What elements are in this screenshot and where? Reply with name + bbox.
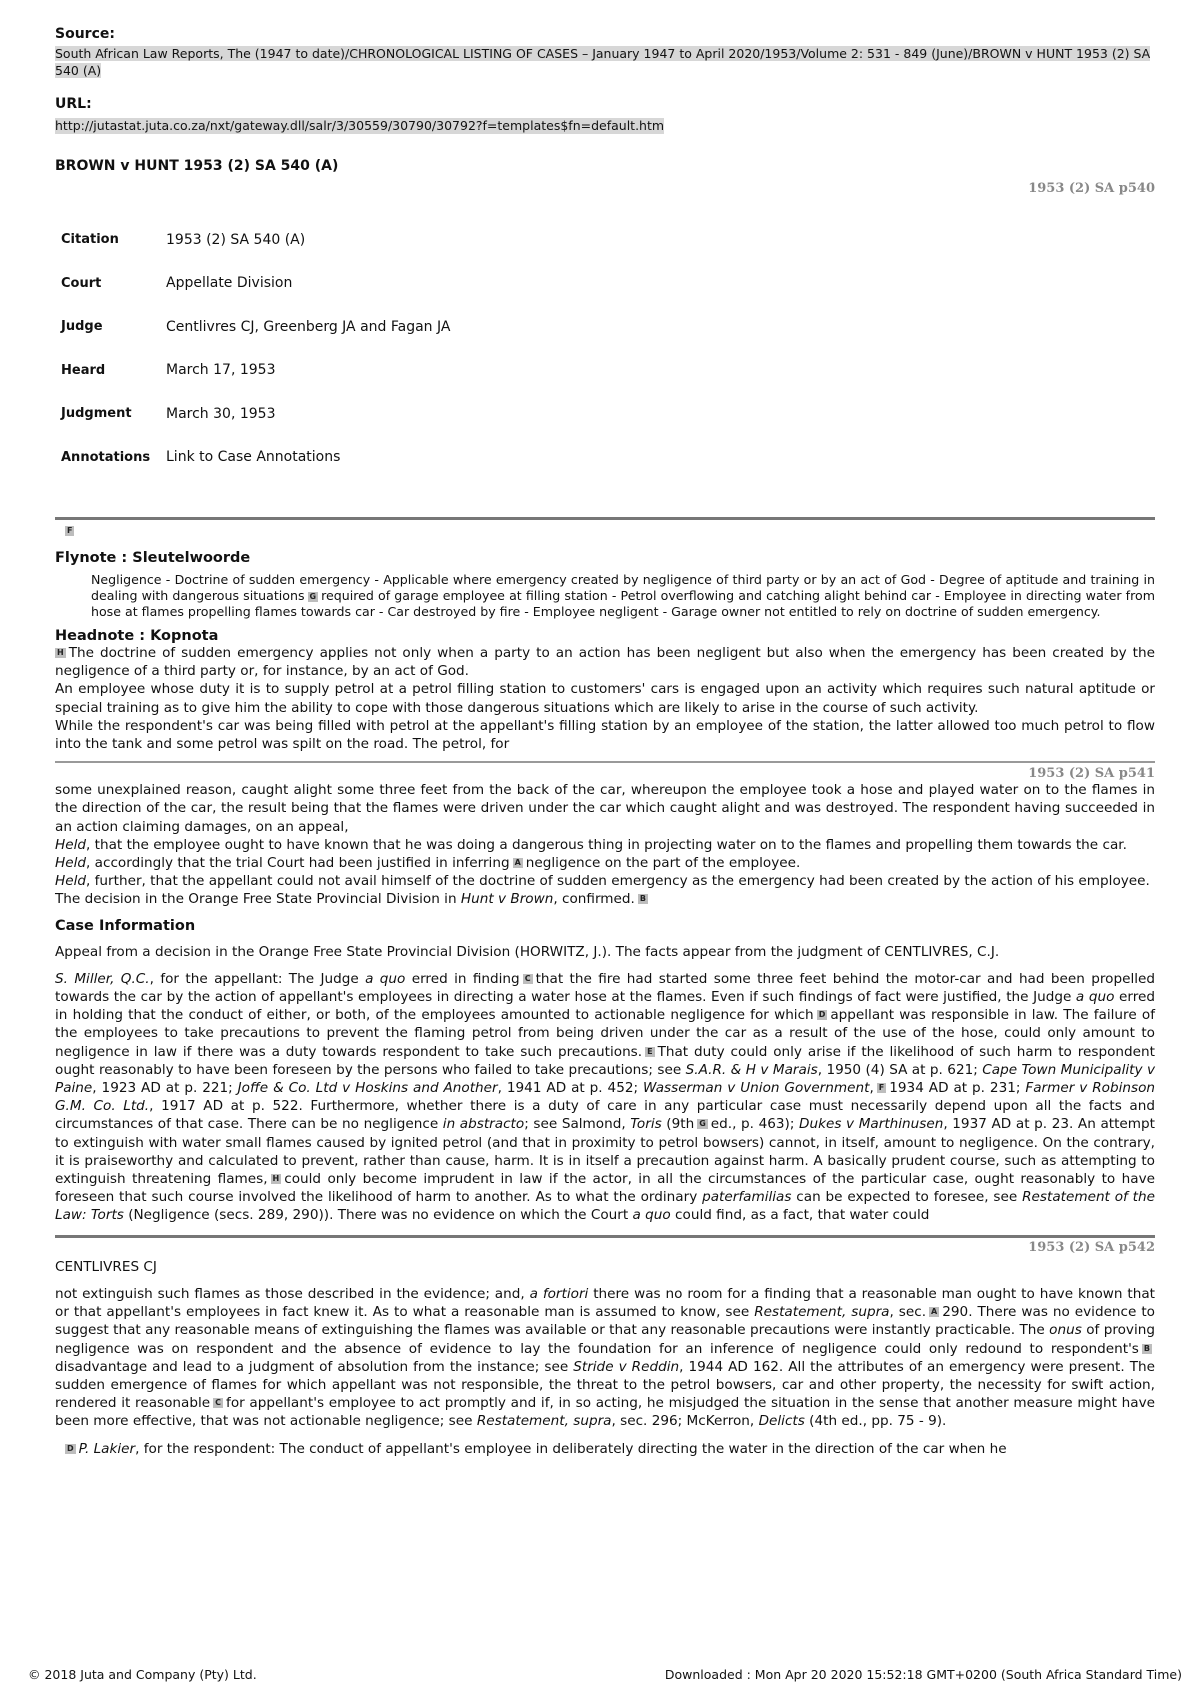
margin-marker-h: H xyxy=(272,1174,280,1184)
meta-key: Heard xyxy=(61,362,106,378)
meta-key: Court xyxy=(61,275,102,291)
case-name: S.A.R. & H v Marais xyxy=(685,1061,818,1078)
meta-value: Appellate Division xyxy=(166,275,293,292)
text-run: could only become imprudent in law if the actor, in all the circumstances of the particular case, ought reasonably to have foreseen that such course involved the likelihood of harm to another. As to what the ordinary xyxy=(55,1171,1155,1206)
text-run: erred in finding xyxy=(405,970,520,987)
case-name: Farmer v Robinson G.M. Co. Ltd. xyxy=(55,1080,1155,1115)
meta-row-annotations xyxy=(61,436,450,480)
annotations-link[interactable]: Link to Case Annotations xyxy=(166,449,341,466)
book-title: Toris xyxy=(630,1116,662,1133)
latin-term: a fortiori xyxy=(529,1285,589,1302)
headnote-paragraph: negligence on the part of the employee. xyxy=(525,855,801,872)
meta-row-citation xyxy=(61,218,450,262)
headnote-paragraph: , that the employee ought to have known that he was doing a dangerous thing in projecting water on to the flames and propelling them towards the car. xyxy=(86,836,1127,853)
meta-key: Annotations xyxy=(61,449,151,465)
case-title: BROWN v HUNT 1953 (2) SA 540 (A) xyxy=(55,158,339,174)
held-label: Held xyxy=(55,855,86,872)
source-text: South African Law Reports, The (1947 to date)/CHRONOLOGICAL LISTING OF CASES – January 1947 to April 2020/1953/Volume 2: 531 - 849 (June)/BROWN v HUNT 1953 (2) SA 540 (A) xyxy=(55,46,1151,78)
case-name: Dukes v Marthinusen xyxy=(799,1116,944,1133)
judgment-text xyxy=(55,1285,1155,1431)
text-run: That duty could only arise if the likelihood of such harm to respondent ought reasonably to have been foreseen by the persons who failed to take precautions; see xyxy=(55,1043,1155,1078)
text-run: could find, as a fact, that water could xyxy=(670,1207,930,1224)
text-run: 1934 AD at p. 231; xyxy=(889,1080,1026,1097)
latin-term: onus xyxy=(1049,1322,1082,1339)
counsel-name: S. Miller, Q.C. xyxy=(55,970,150,987)
meta-row-judge xyxy=(61,305,450,349)
case-name: Cape Town Municipality v Paine xyxy=(55,1061,1155,1097)
text-run: that the fire had started some three feet behind the motor-car and had been propelled towards the car by the action of appellant's employees in directing a water hose at the flames. Even if such findings of fact were justified, the Judge xyxy=(55,970,1156,1006)
margin-marker-b: B xyxy=(1143,1343,1150,1353)
meta-value: March 17, 1953 xyxy=(166,362,276,379)
headnote-paragraph: The decision in the Orange Free State Provincial Division in xyxy=(55,891,457,908)
text-run: , 1923 AD at p. 221; xyxy=(92,1080,238,1097)
meta-key: Judge xyxy=(61,319,103,335)
source-label: Source: xyxy=(55,26,115,42)
document-page xyxy=(55,26,1155,1458)
headnote-paragraph: The doctrine of sudden emergency applies not only when a party to an action has been negligent but also when the emergency has been created by the negligence of a third party or, for instance, by an act of God. xyxy=(55,645,1155,680)
meta-value: 1953 (2) SA 540 (A) xyxy=(166,231,306,248)
text-run: (Negligence (secs. 289, 290)). There was no evidence on which the Court xyxy=(123,1207,633,1224)
case-name: Hunt v Brown xyxy=(460,891,554,908)
counsel-name: P. Lakier xyxy=(78,1440,136,1457)
text-run: , sec. 296; McKerron, xyxy=(611,1413,759,1430)
meta-row-heard xyxy=(61,349,450,393)
page-divider xyxy=(55,761,1155,763)
respondent-argument xyxy=(55,1440,1155,1458)
headnote-paragraph: An employee whose duty it is to supply petrol at a petrol filling station to customers' cars is engaged upon an activity which requires such natural aptitude or special training as to give him the ability to cope with those dangerous situations which are likely to arise in the course of such activity. xyxy=(55,681,1155,716)
margin-marker-c: C xyxy=(524,973,531,983)
meta-value: Centlivres CJ, Greenberg JA and Fagan JA xyxy=(166,318,451,335)
headnote-paragraph: , further, that the appellant could not avail himself of the doctrine of sudden emergency as the emergency had been created by the action of his employee. xyxy=(86,873,1150,890)
flynote-part: required of garage employee at filling station - Petrol overflowing and catching alight behind car - Employee in directing water from hose at flames propelling flames towards car - Car destroyed by fire - Employee negligent - Garage owner not entitled to rely on doctrine of sudden emergency. xyxy=(91,588,1155,619)
case-name: Stride v Reddin xyxy=(573,1358,680,1375)
headnote-text-1 xyxy=(55,644,1155,753)
margin-marker-a: A xyxy=(931,1307,938,1317)
text-run: can be expected to foresee, see xyxy=(791,1189,1023,1206)
book-title: Restatement, supra xyxy=(754,1304,890,1321)
case-info-intro: Appeal from a decision in the Orange Free State Provincial Division (HORWITZ, J.). The facts appear from the judgment of CENTLIVRES, C.J. xyxy=(55,943,1000,960)
latin-term: a quo xyxy=(365,970,406,987)
margin-marker-g: G xyxy=(699,1119,706,1129)
section-divider xyxy=(55,517,1155,520)
margin-marker-g: G xyxy=(309,591,317,601)
margin-marker-d: D xyxy=(67,1443,74,1453)
case-name: Wasserman v Union Government xyxy=(643,1080,870,1097)
headnote-heading: Headnote : Kopnota xyxy=(55,628,219,644)
headnote-paragraph: , accordingly that the trial Court had been justified in inferring xyxy=(86,855,510,872)
footer-downloaded: Downloaded : Mon Apr 20 2020 15:52:18 GMT+0200 (South Africa Standard Time) xyxy=(664,1667,1182,1682)
text-run: there was no room for a finding that a reasonable man ought to have known that or that appellant's employees in fact knew it. As to what a reasonable man is assumed to know, see xyxy=(55,1285,1156,1321)
margin-marker-a: A xyxy=(514,858,521,868)
flynote-text xyxy=(91,572,1155,620)
page-ref-542: 1953 (2) SA p542 xyxy=(1028,1239,1155,1255)
case-name: Joffe & Co. Ltd v Hoskins and Another xyxy=(237,1080,498,1097)
text-run: , 1941 AD at p. 452; xyxy=(497,1080,643,1097)
headnote-paragraph: , confirmed. xyxy=(553,891,635,908)
held-label: Held xyxy=(55,836,86,853)
meta-row-court xyxy=(61,262,450,306)
text-run: ; see Salmond, xyxy=(524,1116,631,1133)
page-divider xyxy=(55,1235,1155,1238)
meta-value: March 30, 1953 xyxy=(166,405,276,422)
text-run: , 1944 AD 162. All the attributes of an emergency were present. The sudden emergence of flames for which appellant was not responsible, the threat to the petrol bowsers, car and other property, the necessity for swift action, rendered it reasonable xyxy=(55,1358,1156,1412)
held-label: Held xyxy=(55,873,86,890)
text-run: , for the respondent: The conduct of appellant's employee in deliberately directing the water in the direction of the car when he xyxy=(135,1440,1007,1457)
text-run: , 1950 (4) SA at p. 621; xyxy=(817,1061,983,1078)
latin-term: in abstracto xyxy=(442,1116,525,1133)
url-label: URL: xyxy=(55,96,92,112)
text-run: for appellant's employee to act promptly and if, in so acting, he misjudged the situation in the sense that another measure might have been more effective, that was not actionable negligence; see xyxy=(55,1395,1155,1430)
flynote-heading: Flynote : Sleutelwoorde xyxy=(55,550,251,566)
latin-term: a quo xyxy=(632,1207,671,1224)
page-ref-541: 1953 (2) SA p541 xyxy=(1028,766,1155,782)
margin-marker-d: D xyxy=(818,1010,826,1020)
book-title: Restatement, supra xyxy=(476,1413,612,1430)
meta-key: Citation xyxy=(61,232,119,248)
headnote-text-2 xyxy=(55,781,1155,908)
meta-key: Judgment xyxy=(61,406,132,422)
text-run: , 1937 AD at p. 23. An attempt to extinguish with water small flames caused by ignited petrol (and that in proximity to petrol bowsers) cannot, in itself, amount to negligence. On the contrary, it is praiseworthy and calculated to prevent, rather than cause, harm. It is in itself a precaution against harm. A basically prudent course, such as attempting to extinguish threatening flames, xyxy=(55,1116,1155,1188)
text-run: , sec. xyxy=(889,1304,927,1321)
text-run: appellant was responsible in law. The failure of the employees to take precautions to prevent the flaming petrol from being driven under the car as a result of the use of the hose, could only amount to negligence in law if there was a duty towards respondent to take such precautions. xyxy=(55,1007,1155,1060)
text-run: (4th ed., pp. 75 - 9). xyxy=(804,1413,947,1430)
text-run: not extinguish such flames as those described in the evidence; and, xyxy=(55,1285,530,1302)
case-meta-table xyxy=(61,218,450,479)
text-run: ed., p. 463); xyxy=(710,1116,800,1133)
footer-copyright: © 2018 Juta and Company (Pty) Ltd. xyxy=(28,1667,257,1682)
margin-marker-c: C xyxy=(215,1398,222,1408)
latin-term: a quo xyxy=(1075,989,1115,1006)
book-title: Delicts xyxy=(758,1413,805,1430)
text-run: of proving negligence was on respondent and the absence of evidence to lay the foundation for an inference of negligence could only redound to respondent's xyxy=(55,1322,1155,1357)
url-link[interactable]: http://jutastat.juta.co.za/nxt/gateway.dll/salr/3/30559/30790/30792?f=templates$fn=default.htm xyxy=(55,118,665,133)
headnote-paragraph: While the respondent's car was being filled with petrol at the appellant's filling station by an employee of the station, the latter allowed too much petrol to flow into the tank and some petrol was spilt on the road. The petrol, for xyxy=(55,717,1155,753)
margin-marker-h: H xyxy=(57,648,64,657)
judge-header: CENTLIVRES CJ xyxy=(55,1258,157,1275)
book-title: Restatement of the Law: Torts xyxy=(55,1189,1155,1224)
case-info-heading: Case Information xyxy=(55,917,196,934)
page-ref-540: 1953 (2) SA p540 xyxy=(1028,181,1155,196)
meta-row-judgment xyxy=(61,392,450,436)
text-run: , xyxy=(869,1080,874,1097)
text-run: , 1917 AD at p. 522. Furthermore, whether there is a duty of care in any particular case must necessarily depend upon all the facts and circumstances of that case. There can be no negligence xyxy=(55,1098,1156,1133)
appellant-argument xyxy=(55,970,1155,1225)
margin-marker-f: F xyxy=(67,525,73,535)
text-run: (9th xyxy=(661,1116,695,1133)
text-run: 290. There was no evidence to suggest that any reasonable means of extinguishing the flames was available or that any reasonable precautions were instantly practicable. The xyxy=(55,1304,1155,1339)
flynote-part: Negligence - Doctrine of sudden emergency - Applicable where emergency created by negligence of third party or by an act of God - Degree of aptitude and training in dealing with dangerous situations xyxy=(91,572,1155,603)
margin-marker-f: F xyxy=(878,1083,885,1093)
latin-term: paterfamilias xyxy=(702,1189,792,1206)
text-run: , for the appellant: The Judge xyxy=(149,970,366,987)
margin-marker-b: B xyxy=(639,894,646,904)
headnote-paragraph: some unexplained reason, caught alight some three feet from the back of the car, whereupon the employee took a hose and played water on to the flames in the direction of the car, the result being that the flames were driven under the car which caught alight and was destroyed. The respondent having succeeded in an action claiming damages, on an appeal, xyxy=(55,782,1155,835)
margin-marker-e: E xyxy=(647,1046,653,1056)
text-run: erred in holding that the conduct of either, or both, of the employees amounted to actionable negligence for which xyxy=(55,989,1155,1024)
text-run: disadvantage and lead to a judgment of absolution from the instance; see xyxy=(55,1358,574,1375)
